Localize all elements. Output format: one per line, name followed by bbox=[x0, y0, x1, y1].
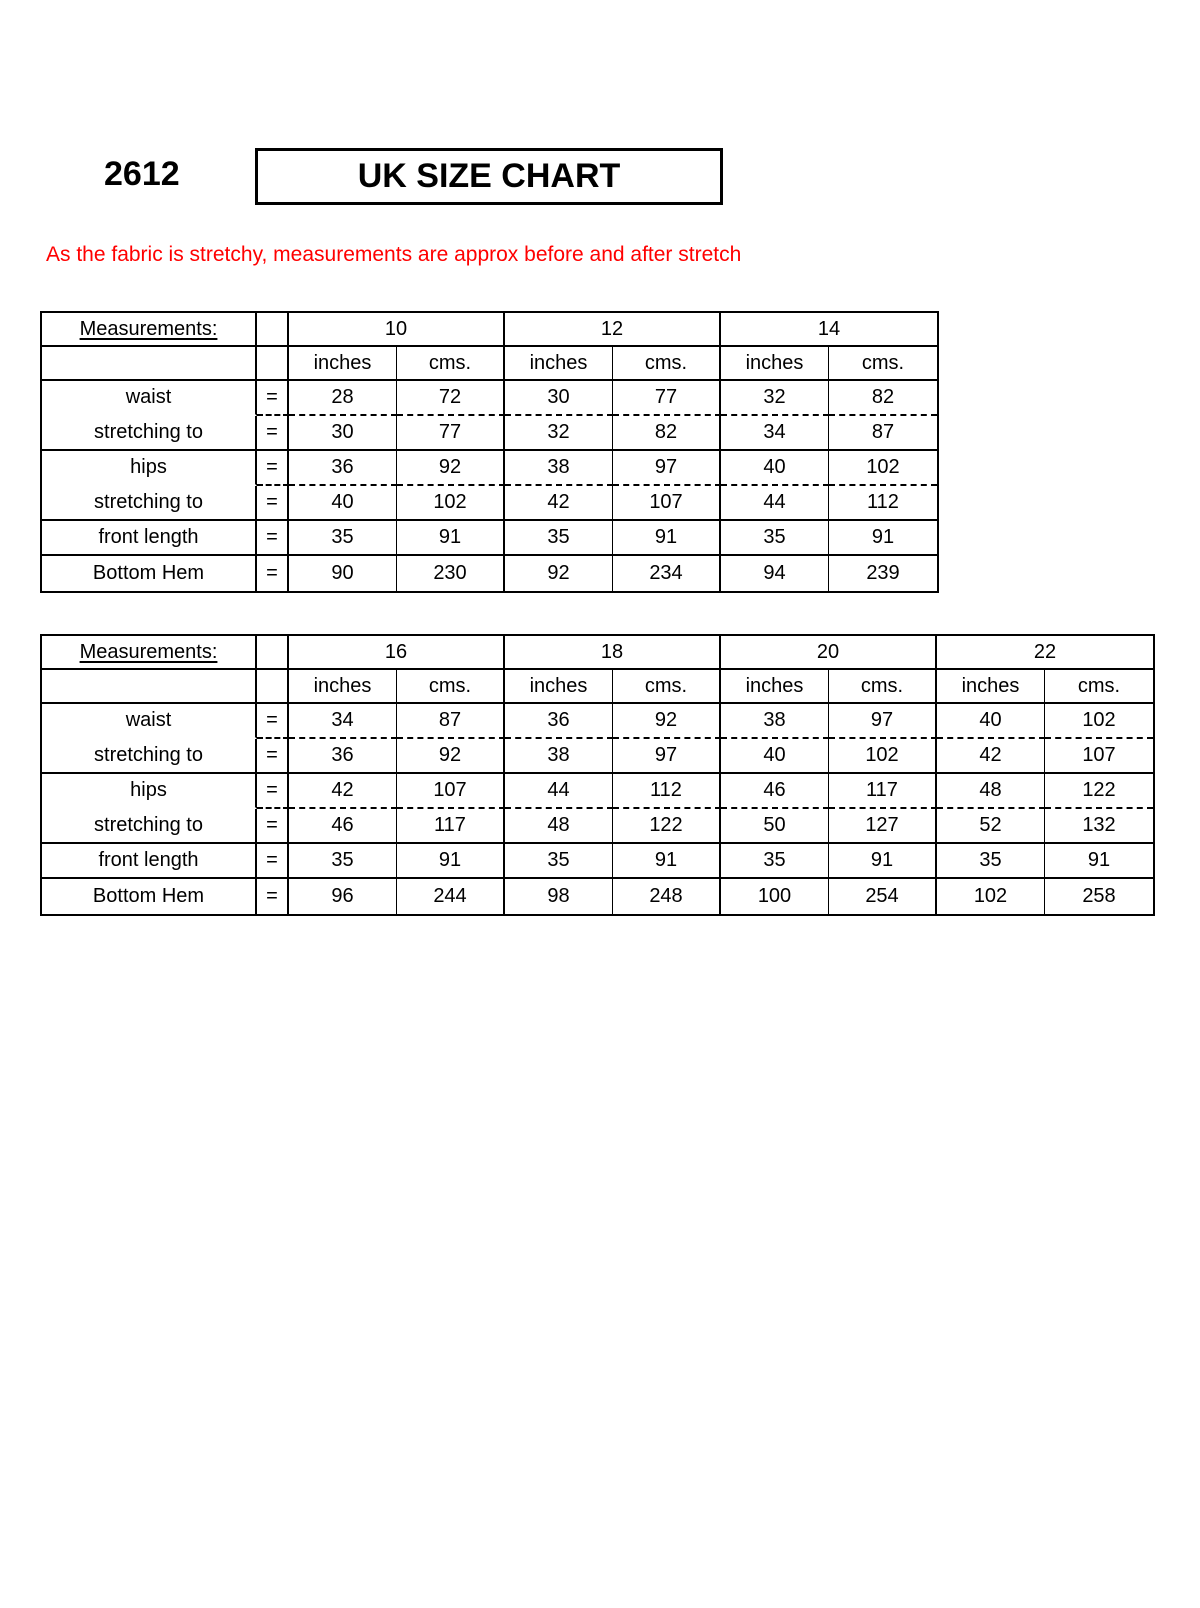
row-label-cell: stretching to bbox=[42, 486, 257, 521]
value-cell: 35 bbox=[721, 844, 829, 879]
size-header-cell: 12 bbox=[505, 313, 721, 347]
value-cell: 97 bbox=[829, 704, 937, 739]
measurements-header-cell bbox=[42, 313, 257, 347]
size-header-cell: 20 bbox=[721, 636, 937, 670]
size-header-cell: 14 bbox=[721, 313, 937, 347]
value-cell: 248 bbox=[613, 879, 721, 914]
row-label-cell: waist bbox=[42, 704, 257, 739]
value-cell: 127 bbox=[829, 809, 937, 844]
value-cell: 38 bbox=[505, 739, 613, 774]
row-label-cell: stretching to bbox=[42, 416, 257, 451]
value-cell: 90 bbox=[289, 556, 397, 591]
unit-header-inches: inches bbox=[721, 347, 829, 381]
value-cell: 94 bbox=[721, 556, 829, 591]
value-cell: 48 bbox=[505, 809, 613, 844]
value-cell: 122 bbox=[613, 809, 721, 844]
value-cell: 35 bbox=[505, 521, 613, 556]
value-cell: 34 bbox=[721, 416, 829, 451]
size-chart-table-2 bbox=[40, 634, 1155, 916]
value-cell: 36 bbox=[289, 451, 397, 486]
value-cell: 77 bbox=[613, 381, 721, 416]
value-cell: 117 bbox=[829, 774, 937, 809]
unit-header-cms: cms. bbox=[829, 347, 937, 381]
value-cell: 30 bbox=[289, 416, 397, 451]
value-cell: 117 bbox=[397, 809, 505, 844]
empty-label-cell bbox=[42, 670, 257, 704]
value-cell: 82 bbox=[829, 381, 937, 416]
unit-header-cms: cms. bbox=[613, 347, 721, 381]
value-cell: 98 bbox=[505, 879, 613, 914]
row-label-cell: waist bbox=[42, 381, 257, 416]
value-cell: 100 bbox=[721, 879, 829, 914]
measurements-header-cell bbox=[42, 636, 257, 670]
value-cell: 91 bbox=[829, 521, 937, 556]
value-cell: 35 bbox=[289, 844, 397, 879]
value-cell: 32 bbox=[505, 416, 613, 451]
stretch-note: As the fabric is stretchy, measurements are approx before and after stretch bbox=[46, 243, 742, 266]
value-cell: 38 bbox=[505, 451, 613, 486]
unit-header-cms: cms. bbox=[829, 670, 937, 704]
value-cell: 44 bbox=[505, 774, 613, 809]
empty-label-cell bbox=[42, 347, 257, 381]
value-cell: 36 bbox=[505, 704, 613, 739]
value-cell: 91 bbox=[397, 844, 505, 879]
size-header-cell: 16 bbox=[289, 636, 505, 670]
value-cell: 52 bbox=[937, 809, 1045, 844]
row-label-cell: hips bbox=[42, 774, 257, 809]
size-table-10-14-container bbox=[40, 311, 939, 593]
equals-cell: = bbox=[257, 879, 289, 914]
product-code: 2612 bbox=[104, 155, 180, 193]
value-cell: 112 bbox=[829, 486, 937, 521]
value-cell: 107 bbox=[397, 774, 505, 809]
equals-cell: = bbox=[257, 809, 289, 844]
unit-header-inches: inches bbox=[289, 670, 397, 704]
row-label-cell: Bottom Hem bbox=[42, 556, 257, 591]
equals-column-spacer bbox=[257, 347, 289, 381]
value-cell: 48 bbox=[937, 774, 1045, 809]
value-cell: 122 bbox=[1045, 774, 1153, 809]
value-cell: 102 bbox=[1045, 704, 1153, 739]
value-cell: 46 bbox=[721, 774, 829, 809]
value-cell: 42 bbox=[505, 486, 613, 521]
unit-header-inches: inches bbox=[289, 347, 397, 381]
value-cell: 244 bbox=[397, 879, 505, 914]
value-cell: 40 bbox=[721, 451, 829, 486]
value-cell: 258 bbox=[1082, 885, 1116, 907]
value-cell: 92 bbox=[613, 704, 721, 739]
value-cell: 132 bbox=[1045, 809, 1153, 844]
value-cell: 254 bbox=[829, 879, 937, 914]
value-cell: 107 bbox=[1045, 739, 1153, 774]
size-header-cell: 18 bbox=[505, 636, 721, 670]
equals-cell: = bbox=[257, 416, 289, 451]
value-cell: 91 bbox=[397, 521, 505, 556]
unit-header-inches: inches bbox=[937, 670, 1045, 704]
row-label-cell: front length bbox=[42, 521, 257, 556]
row-label-cell: Bottom Hem bbox=[42, 879, 257, 914]
value-cell: 102 bbox=[829, 739, 937, 774]
value-cell: 40 bbox=[289, 486, 397, 521]
value-cell: 91 bbox=[829, 844, 937, 879]
value-cell: 44 bbox=[721, 486, 829, 521]
value-cell: 112 bbox=[613, 774, 721, 809]
value-cell: 92 bbox=[397, 451, 505, 486]
value-cell: 234 bbox=[613, 556, 721, 591]
unit-header-cms: cms. bbox=[1045, 670, 1153, 704]
equals-cell: = bbox=[257, 451, 289, 486]
size-header-cell: 22 bbox=[937, 636, 1153, 670]
value-cell: 32 bbox=[721, 381, 829, 416]
row-label-cell: front length bbox=[42, 844, 257, 879]
value-cell: 77 bbox=[397, 416, 505, 451]
title-box bbox=[255, 148, 723, 205]
value-cell: 40 bbox=[937, 704, 1045, 739]
value-cell: 230 bbox=[397, 556, 505, 591]
value-cell: 102 bbox=[829, 451, 937, 486]
equals-cell: = bbox=[257, 556, 289, 591]
measurements-label: Measurements: bbox=[79, 640, 218, 663]
value-cell: 35 bbox=[289, 521, 397, 556]
value-cell: 87 bbox=[397, 704, 505, 739]
value-cell: 28 bbox=[289, 381, 397, 416]
equals-cell: = bbox=[257, 381, 289, 416]
value-cell: 50 bbox=[721, 809, 829, 844]
row-label-cell: stretching to bbox=[42, 739, 257, 774]
equals-cell: = bbox=[257, 844, 289, 879]
value-cell: 36 bbox=[289, 739, 397, 774]
value-cell: 35 bbox=[937, 844, 1045, 879]
size-table-16-22-container bbox=[40, 634, 1155, 916]
unit-header-cms: cms. bbox=[397, 347, 505, 381]
value-cell: 92 bbox=[397, 739, 505, 774]
value-cell: 107 bbox=[613, 486, 721, 521]
equals-column-spacer bbox=[257, 636, 289, 670]
value-cell: 42 bbox=[289, 774, 397, 809]
row-label-cell: hips bbox=[42, 451, 257, 486]
value-cell: 38 bbox=[721, 704, 829, 739]
value-cell: 35 bbox=[505, 844, 613, 879]
equals-cell: = bbox=[257, 486, 289, 521]
row-label-cell: stretching to bbox=[42, 809, 257, 844]
value-cell: 97 bbox=[613, 451, 721, 486]
value-cell: 97 bbox=[613, 739, 721, 774]
value-cell: 239 bbox=[866, 562, 900, 584]
value-cell: 102 bbox=[937, 879, 1045, 914]
equals-cell: = bbox=[257, 521, 289, 556]
equals-cell: = bbox=[257, 774, 289, 809]
value-cell: 102 bbox=[397, 486, 505, 521]
size-chart-table-1 bbox=[40, 311, 939, 593]
equals-cell: = bbox=[257, 704, 289, 739]
unit-header-cms: cms. bbox=[397, 670, 505, 704]
unit-header-inches: inches bbox=[721, 670, 829, 704]
value-cell: 91 bbox=[1045, 844, 1153, 879]
value-cell: 91 bbox=[613, 844, 721, 879]
value-cell: 96 bbox=[289, 879, 397, 914]
equals-cell: = bbox=[257, 739, 289, 774]
value-cell: 42 bbox=[937, 739, 1045, 774]
unit-header-inches: inches bbox=[505, 347, 613, 381]
value-cell: 30 bbox=[505, 381, 613, 416]
size-header-cell: 10 bbox=[289, 313, 505, 347]
value-cell: 72 bbox=[397, 381, 505, 416]
value-cell: 34 bbox=[289, 704, 397, 739]
equals-column-spacer bbox=[257, 670, 289, 704]
value-cell: 40 bbox=[721, 739, 829, 774]
equals-column-spacer bbox=[257, 313, 289, 347]
unit-header-inches: inches bbox=[505, 670, 613, 704]
value-cell: 91 bbox=[613, 521, 721, 556]
measurements-label: Measurements: bbox=[79, 317, 218, 340]
value-cell: 35 bbox=[721, 521, 829, 556]
value-cell: 82 bbox=[613, 416, 721, 451]
page-title: UK SIZE CHART bbox=[357, 157, 621, 195]
unit-header-cms: cms. bbox=[613, 670, 721, 704]
value-cell: 87 bbox=[829, 416, 937, 451]
value-cell: 92 bbox=[505, 556, 613, 591]
value-cell: 46 bbox=[289, 809, 397, 844]
